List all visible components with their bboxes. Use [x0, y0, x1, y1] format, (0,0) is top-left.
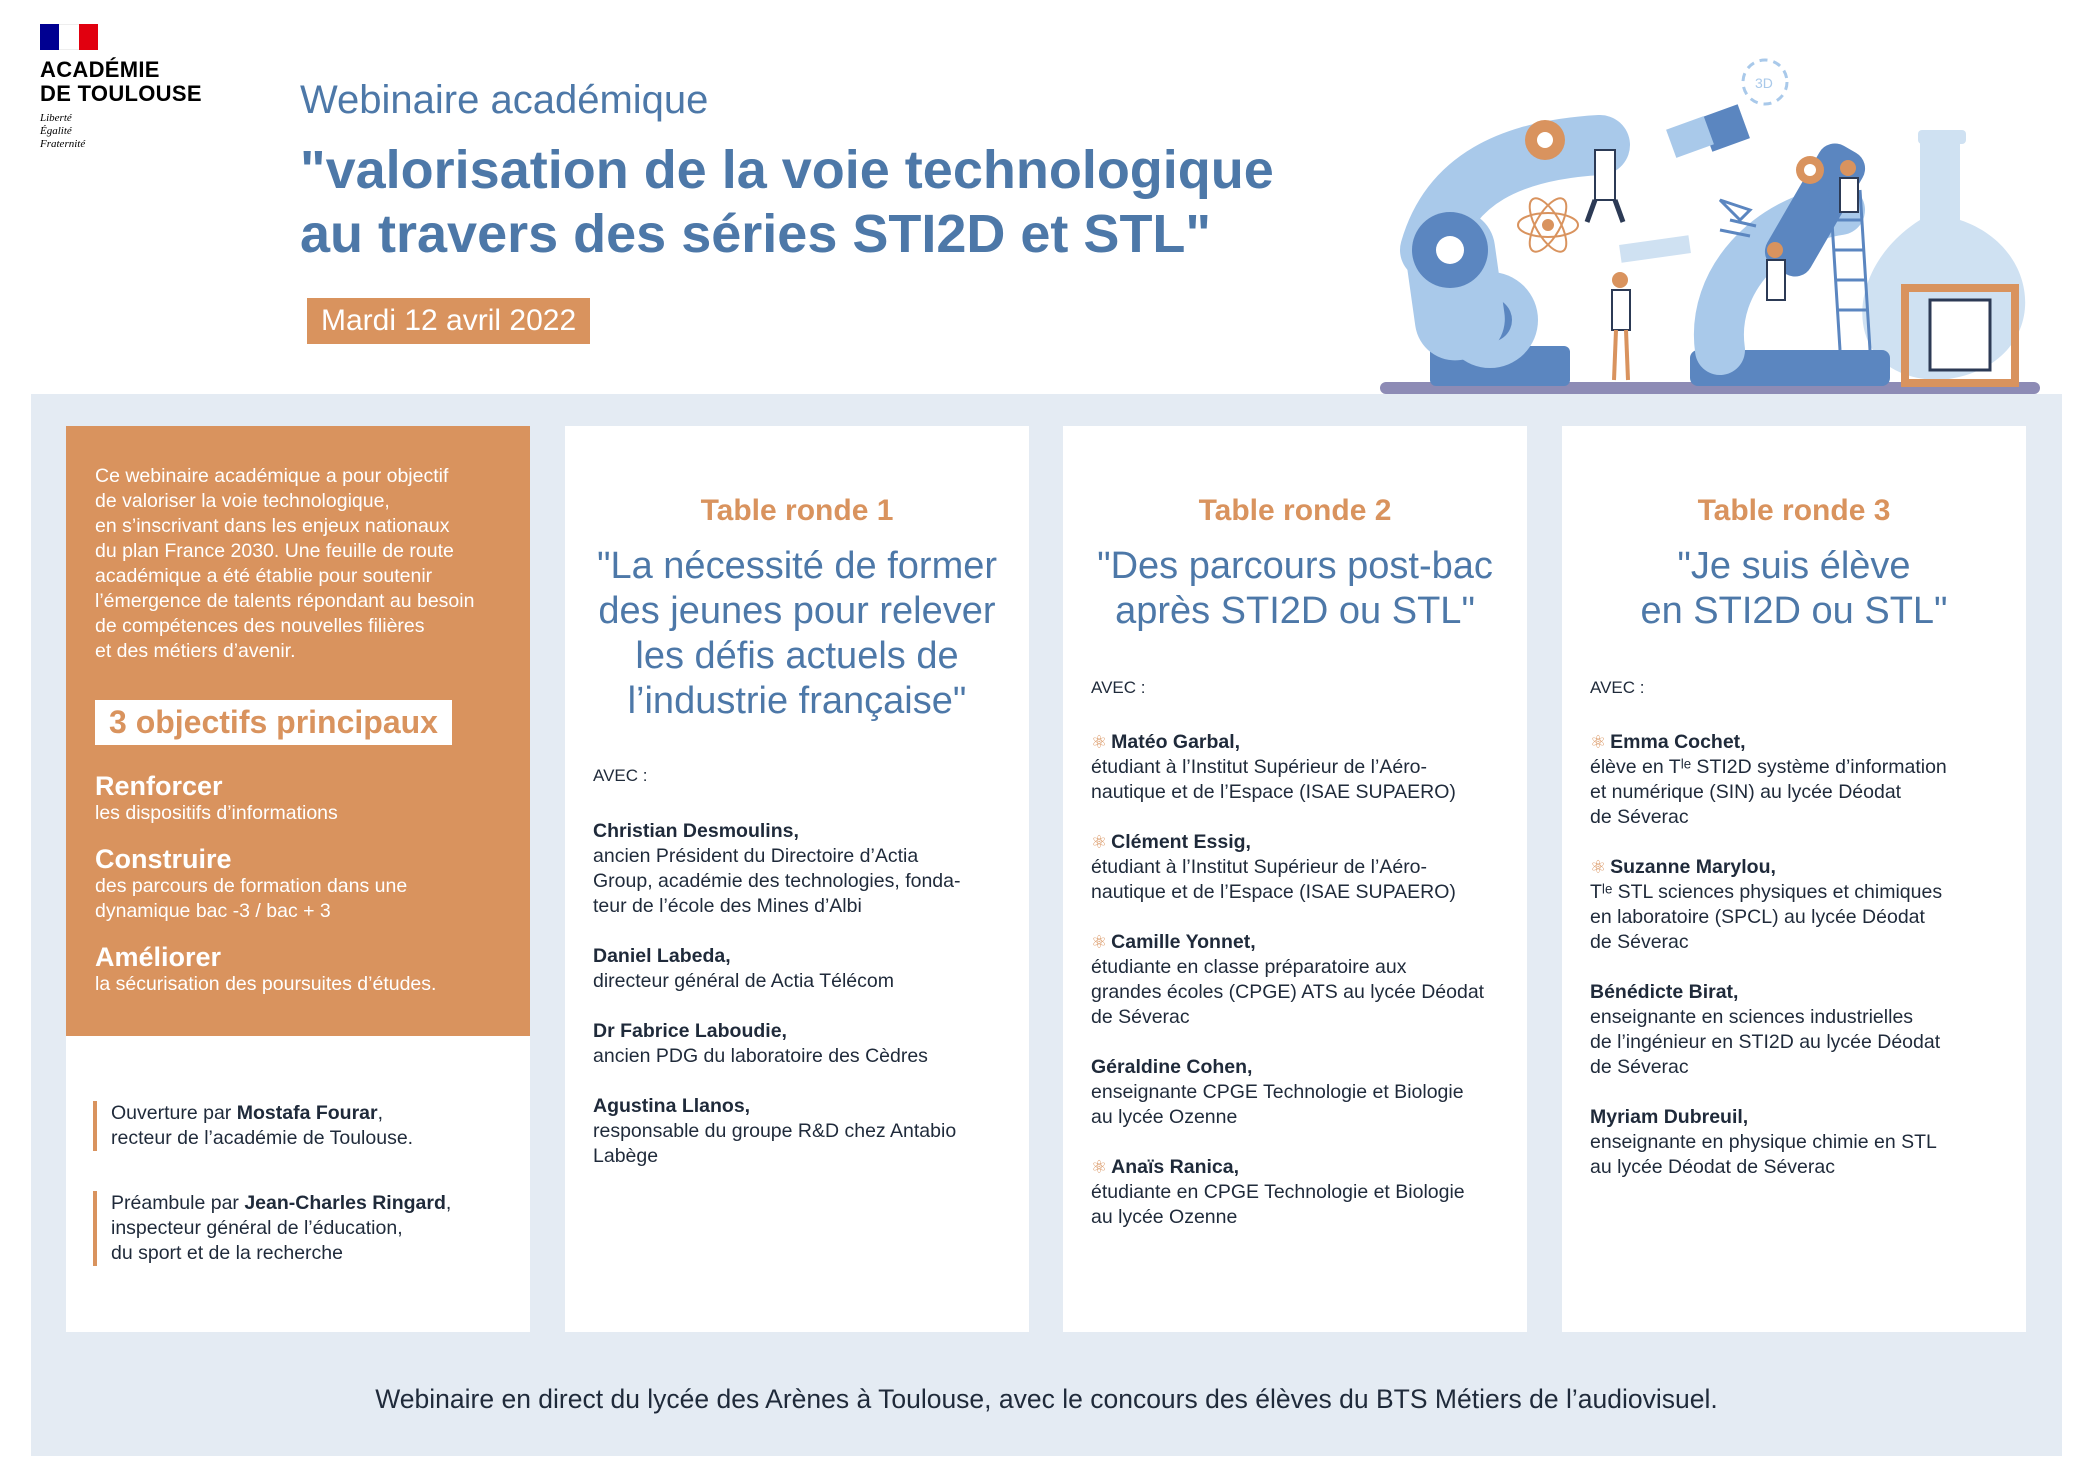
- speaker: ⚛ Anaïs Ranica, étudiante en CPGE Technologie et Biologie au lycée Ozenne: [1091, 1156, 1465, 1228]
- speaker: ⚛ Matéo Garbal, étudiant à l’Institut Supérieur de l’Aéro- nautique et de l’Espace (ISAE SUPAERO): [1091, 731, 1456, 803]
- academie-logo: [40, 24, 220, 151]
- french-flag-icon: [40, 24, 98, 50]
- atom-icon: ⚛: [1091, 732, 1108, 752]
- page-subtitle: Webinaire académique: [300, 78, 709, 122]
- objective-item: Améliorer la sécurisation des poursuites d’études.: [95, 942, 437, 995]
- speaker-list: [1590, 730, 2010, 1205]
- speaker: ⚛ Emma Cochet, élève en Tˡᵉ STI2D système d’information et numérique (SIN) au lycée Déodat de Séverac: [1590, 731, 1947, 828]
- avec-label: AVEC :: [1590, 678, 1645, 697]
- speaker: Myriam Dubreuil, enseignante en physique chimie en STL au lycée Déodat de Séverac: [1590, 1106, 1937, 1178]
- footer-note: Webinaire en direct du lycée des Arènes à Toulouse, avec le concours des élèves du BTS Métiers de l’audiovisuel.: [375, 1384, 1718, 1414]
- atom-icon: ⚛: [1091, 1157, 1108, 1177]
- intro-column: [66, 426, 530, 1332]
- speaker: Bénédicte Birat, enseignante en sciences industrielles de l’ingénieur en STI2D au lycée Déodat de Séverac: [1590, 981, 1941, 1078]
- table-label: Table ronde 3: [1697, 494, 1891, 527]
- intro-text: Ce webinaire académique a pour objectif de valoriser la voie technologique, en s’inscrivant dans les enjeux nationaux du plan France 2030. Une feuille de route académique a été établie pour soutenir l’émergence de talents répondant au besoin de compétences des nouvelles filières et des métiers d’avenir.: [95, 465, 475, 662]
- table-ronde-1: [565, 426, 1029, 1332]
- objective-item: Renforcer les dispositifs d’informations: [95, 771, 338, 824]
- table-label: Table ronde 2: [1198, 494, 1392, 527]
- table-ronde-2: [1063, 426, 1527, 1332]
- avec-label: AVEC :: [1091, 678, 1146, 697]
- date-badge: Mardi 12 avril 2022: [307, 298, 590, 344]
- speaker: ⚛ Suzanne Marylou, Tˡᵉ STL sciences physiques et chimiques en laboratoire (SPCL) au lycée Déodat de Séverac: [1590, 856, 1943, 953]
- table-title: "La nécessité de former des jeunes pour relever les défis actuels de l’industrie française": [596, 545, 998, 722]
- atom-icon: ⚛: [1590, 732, 1607, 752]
- speaker: ⚛ Camille Yonnet, étudiante en classe préparatoire aux grandes écoles (CPGE) ATS au lycée Déodat de Séverac: [1091, 931, 1485, 1028]
- avec-label: AVEC :: [593, 766, 648, 785]
- atom-icon: ⚛: [1091, 832, 1108, 852]
- speaker-list: [1091, 730, 1511, 1255]
- speaker: Agustina Llanos, responsable du groupe R&D chez Antabio Labège: [593, 1095, 957, 1167]
- speaker-list: [593, 819, 1013, 1194]
- robotics-lab-illustration: [1370, 50, 2050, 400]
- objectives-title: 3 objectifs principaux: [95, 700, 452, 745]
- logo-line1: ACADÉMIE: [40, 57, 160, 82]
- preamble-note: Préambule par Jean-Charles Ringard, inspecteur général de l’éducation, du sport et de la recherche: [93, 1191, 451, 1266]
- logo-motto: Liberté Égalité Fraternité: [40, 112, 86, 150]
- opening-note: Ouverture par Mostafa Fourar, recteur de l’académie de Toulouse.: [93, 1101, 413, 1151]
- speaker: Christian Desmoulins, ancien Président du Directoire d’Actia Group, académie des technologies, fonda- teur de l’école des Mines d’Albi: [593, 820, 961, 917]
- page-title: "valorisation de la voie technologique au travers des séries STI2D et STL": [300, 140, 1274, 264]
- objective-item: Construire des parcours de formation dans une dynamique bac -3 / bac + 3: [95, 844, 408, 922]
- table-title: "Des parcours post-bac après STI2D ou STL": [1097, 545, 1493, 632]
- atom-icon: ⚛: [1091, 932, 1108, 952]
- speaker: Daniel Labeda, directeur général de Actia Télécom: [593, 945, 894, 992]
- logo-line2: DE TOULOUSE: [40, 81, 202, 106]
- speaker: ⚛ Clément Essig, étudiant à l’Institut Supérieur de l’Aéro- nautique et de l’Espace (ISAE SUPAERO): [1091, 831, 1456, 903]
- label-3d: 3D: [1755, 75, 1773, 91]
- speaker: Dr Fabrice Laboudie, ancien PDG du laboratoire des Cèdres: [593, 1020, 928, 1067]
- atom-icon: ⚛: [1590, 857, 1607, 877]
- table-ronde-3: [1562, 426, 2026, 1332]
- table-title: "Je suis élève en STI2D ou STL": [1640, 545, 1948, 632]
- objectives-box: [66, 426, 530, 1036]
- table-label: Table ronde 1: [700, 494, 894, 527]
- speaker: Géraldine Cohen, enseignante CPGE Technologie et Biologie au lycée Ozenne: [1091, 1056, 1464, 1128]
